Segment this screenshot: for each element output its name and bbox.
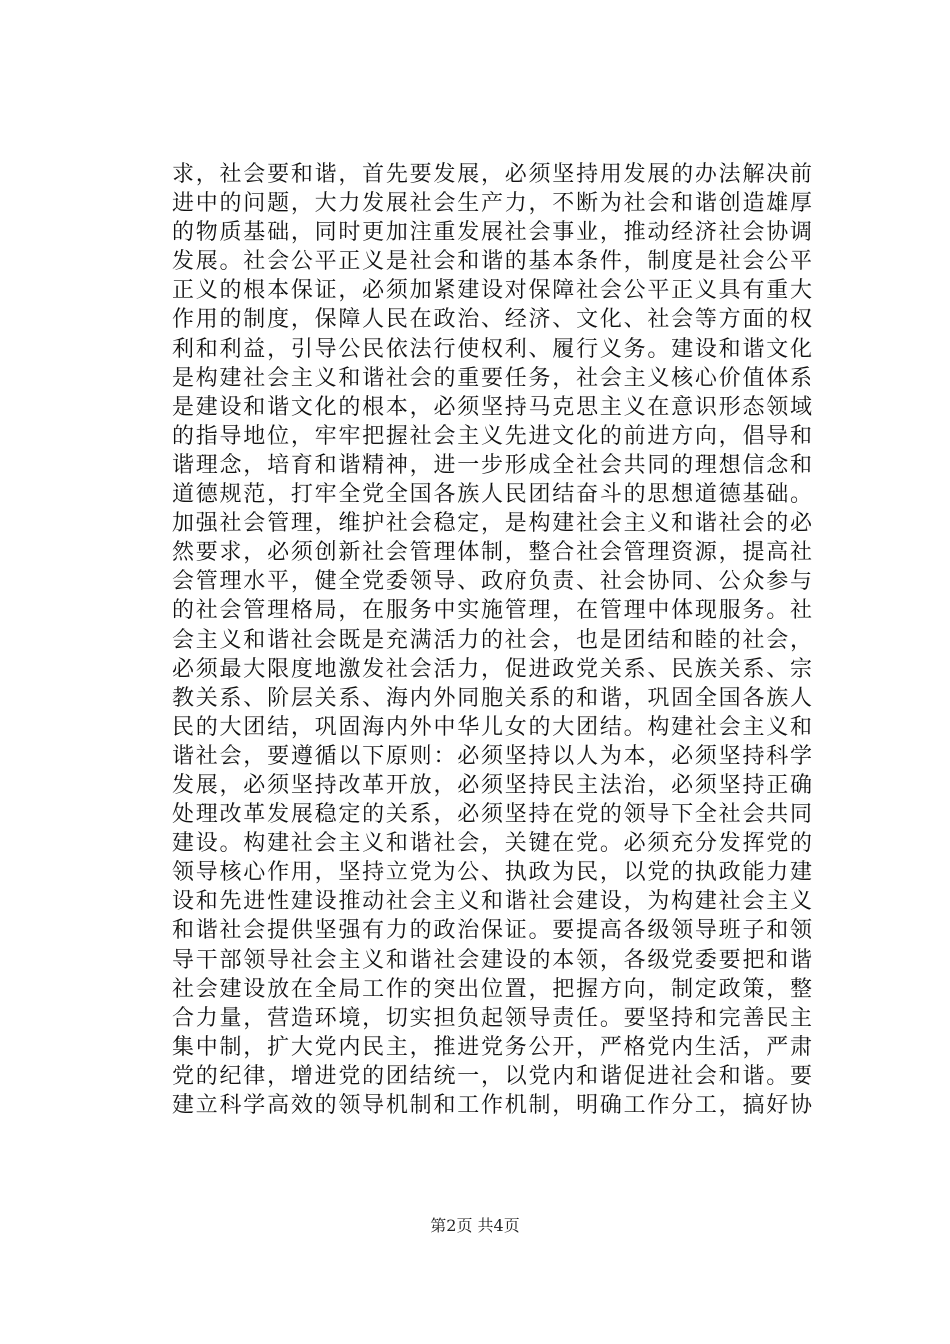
text-line: 进中的问题，大力发展社会生产力，不断为社会和谐创造雄厚: [172, 191, 812, 217]
text-line: 的社会管理格局，在服务中实施管理，在管理中体现服务。社: [172, 598, 812, 624]
text-line: 谐社会，要遵循以下原则：必须坚持以人为本，必须坚持科学: [172, 743, 812, 769]
text-line: 道德规范，打牢全党全国各族人民团结奋斗的思想道德基础。: [172, 482, 812, 508]
text-line: 建设。构建社会主义和谐社会，关键在党。必须充分发挥党的: [172, 831, 812, 857]
text-line: 会管理水平，健全党委领导、政府负责、社会协同、公众参与: [172, 569, 812, 595]
text-line: 利和利益，引导公民依法行使权利、履行义务。建设和谐文化: [172, 336, 812, 362]
text-line: 是构建社会主义和谐社会的重要任务，社会主义核心价值体系: [172, 365, 812, 391]
page-footer: 第2页 共4页: [430, 1216, 520, 1235]
text-line: 和谐社会提供坚强有力的政治保证。要提高各级领导班子和领: [172, 918, 812, 944]
text-line: 党的纪律，增进党的团结统一，以党内和谐促进社会和谐。要: [172, 1063, 812, 1089]
text-line: 领导核心作用，坚持立党为公、执政为民，以党的执政能力建: [172, 860, 812, 886]
text-line: 社会建设放在全局工作的突出位置，把握方向，制定政策，整: [172, 976, 812, 1002]
text-line: 正义的根本保证，必须加紧建设对保障社会公平正义具有重大: [172, 278, 812, 304]
text-line: 作用的制度，保障人民在政治、经济、文化、社会等方面的权: [172, 307, 812, 333]
text-line: 的物质基础，同时更加注重发展社会事业，推动经济社会协调: [172, 220, 812, 246]
text-line: 合力量，营造环境，切实担负起领导责任。要坚持和完善民主: [172, 1005, 812, 1031]
text-line: 民的大团结，巩固海内外中华儿女的大团结。构建社会主义和: [172, 714, 812, 740]
text-line: 必须最大限度地激发社会活力，促进政党关系、民族关系、宗: [172, 656, 812, 682]
text-line: 求，社会要和谐，首先要发展，必须坚持用发展的办法解决前: [172, 162, 812, 187]
text-line: 谐理念，培育和谐精神，进一步形成全社会共同的理想信念和: [172, 452, 812, 478]
text-line: 建立科学高效的领导机制和工作机制，明确工作分工，搞好协: [172, 1093, 812, 1118]
text-line: 的指导地位，牢牢把握社会主义先进文化的前进方向，倡导和: [172, 423, 812, 449]
text-line: 是建设和谐文化的根本，必须坚持马克思主义在意识形态领域: [172, 394, 812, 420]
text-line: 发展，必须坚持改革开放，必须坚持民主法治，必须坚持正确: [172, 772, 812, 798]
text-line: 会主义和谐社会既是充满活力的社会，也是团结和睦的社会，: [172, 627, 812, 653]
body-text: [172, 160, 812, 1120]
text-line: 然要求，必须创新社会管理体制，整合社会管理资源，提高社: [172, 540, 812, 566]
text-line: 发展。社会公平正义是社会和谐的基本条件，制度是社会公平: [172, 249, 812, 275]
text-line: 集中制，扩大党内民主，推进党务公开，严格党内生活，严肃: [172, 1034, 812, 1060]
text-line: 处理改革发展稳定的关系，必须坚持在党的领导下全社会共同: [172, 802, 812, 828]
text-line: 加强社会管理，维护社会稳定，是构建社会主义和谐社会的必: [172, 511, 812, 537]
text-line: 设和先进性建设推动社会主义和谐社会建设，为构建社会主义: [172, 889, 812, 915]
text-line: 教关系、阶层关系、海内外同胞关系的和谐，巩固全国各族人: [172, 685, 812, 711]
text-line: 导干部领导社会主义和谐社会建设的本领，各级党委要把和谐: [172, 947, 812, 973]
